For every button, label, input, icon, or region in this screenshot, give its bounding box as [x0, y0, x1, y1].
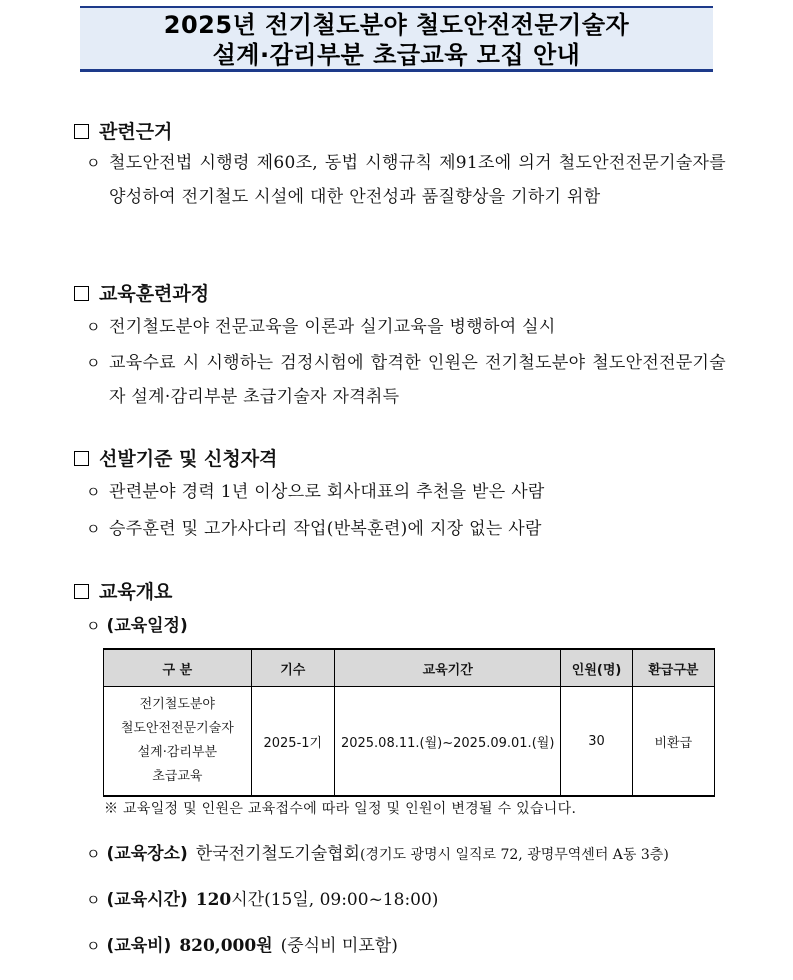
- bullet-basis-1: ㅇ 철도안전법 시행령 제60조, 동법 시행규칙 제91조에 의거 철도안전전문기술자를 양성하여 전기철도 시설에 대한 안전성과 품질향상을 기하기 위함: [86, 146, 726, 214]
- table-header: 인원(명): [561, 649, 632, 687]
- checkbox-square-icon: [74, 451, 89, 466]
- bullet-criteria-1: ㅇ 관련분야 경력 1년 이상으로 회사대표의 추천을 받은 사람: [86, 475, 726, 509]
- schedule-label: ㅇ (교육일정): [86, 616, 188, 636]
- table-header: 구 분: [104, 649, 252, 687]
- table-cell-round: 2025-1기: [251, 687, 334, 797]
- checkbox-square-icon: [74, 584, 89, 599]
- table-cell-refund: 비환급: [632, 687, 714, 797]
- bullet-circle-icon: ㅇ: [86, 354, 101, 372]
- section-heading-overview: 교육개요: [74, 580, 172, 604]
- section-heading-basis: 관련근거: [74, 120, 172, 144]
- time-line: ㅇ (교육시간) 120시간(15일, 09:00~18:00): [86, 890, 439, 910]
- bullet-circle-icon: ㅇ: [86, 520, 101, 538]
- table-cell-category: 전기철도분야 철도안전전문기술자 설계·감리부분 초급교육: [104, 687, 252, 797]
- bullet-course-2: ㅇ 교육수료 시 시행하는 검정시험에 합격한 인원은 전기철도분야 철도안전전문기술자 설계·감리부분 초급기술자 자격취득: [86, 346, 726, 414]
- table-cell-count: 30: [561, 687, 632, 797]
- bullet-circle-icon: ㅇ: [86, 937, 101, 955]
- bullet-circle-icon: ㅇ: [86, 617, 101, 635]
- bullet-course-1: ㅇ 전기철도분야 전문교육을 이론과 실기교육을 병행하여 실시: [86, 310, 726, 344]
- title-line-1: 2025년 전기철도분야 철도안전전문기술자: [163, 11, 630, 39]
- table-header: 기수: [251, 649, 334, 687]
- document-title-banner: [80, 6, 713, 72]
- bullet-circle-icon: ㅇ: [86, 318, 101, 336]
- bullet-circle-icon: ㅇ: [86, 891, 101, 909]
- table-row: [104, 687, 715, 797]
- schedule-table: [103, 648, 715, 797]
- section-heading-course: 교육훈련과정: [74, 282, 209, 306]
- bullet-circle-icon: ㅇ: [86, 483, 101, 501]
- place-line: ㅇ (교육장소) 한국전기철도기술협회(경기도 광명시 일직로 72, 광명무역센터 A동 3층): [86, 844, 669, 864]
- table-cell-period: 2025.08.11.(월)~2025.09.01.(월): [334, 687, 561, 797]
- table-header: 교육기간: [334, 649, 561, 687]
- bullet-circle-icon: ㅇ: [86, 154, 101, 172]
- table-header-row: [104, 649, 715, 687]
- checkbox-square-icon: [74, 124, 89, 139]
- title-line-2: 설계·감리부분 초급교육 모집 안내: [212, 41, 581, 69]
- checkbox-square-icon: [74, 286, 89, 301]
- bullet-criteria-2: ㅇ 승주훈련 및 고가사다리 작업(반복훈련)에 지장 없는 사람: [86, 512, 726, 546]
- section-heading-criteria: 선발기준 및 신청자격: [74, 447, 277, 471]
- fee-line: ㅇ (교육비) 820,000원 (중식비 미포함): [86, 936, 398, 956]
- table-header: 환급구분: [632, 649, 714, 687]
- schedule-note: ※ 교육일정 및 인원은 교육접수에 따라 일정 및 인원이 변경될 수 있습니다.: [104, 801, 577, 817]
- bullet-circle-icon: ㅇ: [86, 845, 101, 863]
